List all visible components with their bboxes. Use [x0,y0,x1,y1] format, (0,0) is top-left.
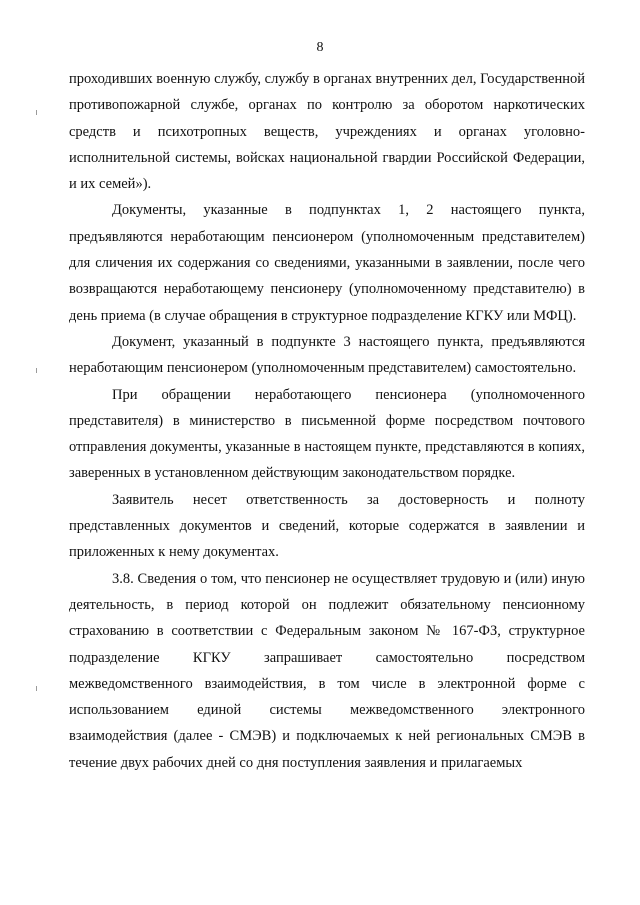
document-body [69,66,585,776]
paragraph-continuation: проходивших военную службу, службу в органах внутренних дел, Государственной противопожарной службе, органах по контролю за оборотом наркотических средств и психотропных веществ, учреждениях и органах уголовно-исполнительной системы, войсках национальной гвардии Российской Федерации, и их семей»). [69,71,585,193]
margin-mark [36,686,37,691]
margin-mark [36,368,37,373]
paragraph-postal-submission: При обращении неработающего пенсионера (уполномоченного представителя) в министерство в письменной форме посредством почтового отправления документы, указанные в настоящем пункте, представляются в копиях, заверенных в установленном действующим законодательством порядке. [69,386,585,482]
page-number: 8 [316,40,324,55]
paragraph-applicant-responsibility: Заявитель несет ответственность за достоверность и полноту представленных документов и сведений, которые содержатся в заявлении и приложенных к нему документах. [69,491,585,561]
paragraph-section-3-8: 3.8. Сведения о том, что пенсионер не осуществляет трудовую и (или) иную деятельность, в период которой он подлежит обязательному пенсионному страхованию в соответствии с Федеральным законом № 167-ФЗ, структурное подразделение КГКУ запрашивает самостоятельно посредством межведомственного взаимодействия, в том числе в электронной форме с использованием единой системы межведомственного электронного взаимодействия (далее - СМЭВ) и подключаемых к ней региональных СМЭВ в течение двух рабочих дней со дня поступления заявления и прилагаемых [69,570,585,771]
paragraph-documents-presented: Документы, указанные в подпунктах 1, 2 настоящего пункта, предъявляются неработающим пенсионером (уполномоченным представителем) для сличения их содержания со сведениями, указанными в заявлении, после чего возвращаются неработающему пенсионеру (уполномоченному представителю) в день приема (в случае обращения в структурное подразделение КГКУ или МФЦ). [69,202,585,324]
paragraph-document-item-3: Документ, указанный в подпункте 3 настоящего пункта, предъявляются неработающим пенсионером (уполномоченным представителем) самостоятельно. [69,333,585,377]
margin-mark [36,110,37,115]
